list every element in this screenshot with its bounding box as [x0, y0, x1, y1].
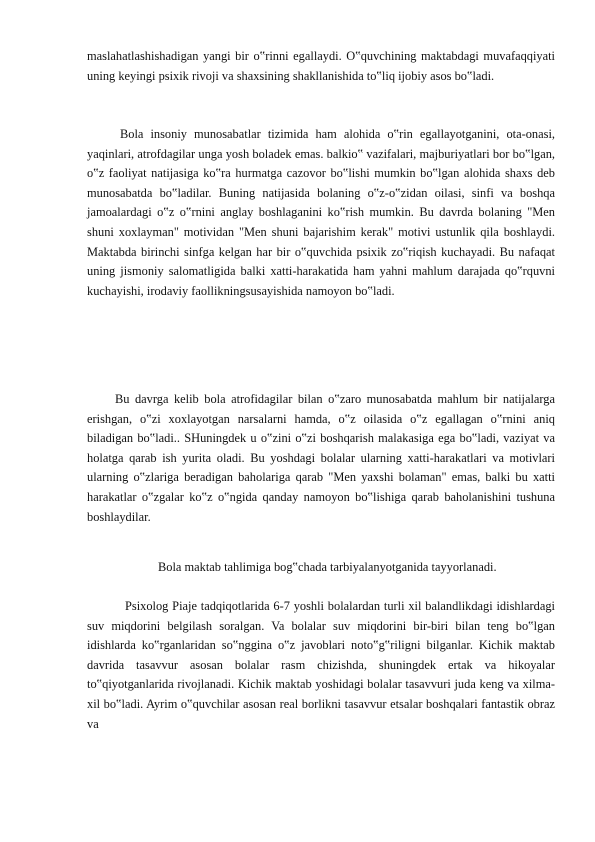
paragraph-4: Psixolog Piaje tadqiqotlarida 6-7 yoshli bolalardan turli xil balandlikdagi idishlardagi suv miqdorini belgilash soralgan. Va bolalar suv miqdorini bir-biri bilan teng bo‟lgan idishlarda ko‟rganlaridan so‟nggina o‟z javoblari noto‟g‟riligni bilganlar. Kichik maktab davrida tasavvur asosan bolalar rasm chizishda, shuningdek ertak va hikoyalar to‟qiyotganlarida rivojlanadi. Kichik maktab yoshidagi bolalar tasavvuri juda keng va xilma-xil bo‟ladi. Ayrim o‟quvchilar asosan real borlikni tasavvur etsalar boshqalari fantastik obraz va: [87, 599, 555, 731]
paragraph-2: Bola insoniy munosabatlar tizimida ham alohida o‟rin egallayotganini, ota-onasi, yaqinlari, atrofdagilar unga yosh boladek emas. balkio‟ vazifalari, majburiyatlari bor bo‟lgan, o‟z faoliyat natijasiga ko‟ra hurmatga cazovor bo‟lishi mumkin bo‟lgan alohida shaxs deb munosabatda bo‟ladilar. Buning natijasida bolaning o‟z-o‟zidan oilasi, sinfi va boshqa jamoalardagi o‟z o‟rnini anglay boshlaganini ko‟rish mumkin. Bu davrda bolaning "Men shuni xoxlayman" motividan "Men shuni bajarishim kerak" motivi ustunlik qila boshlaydi. Maktabda birinchi sinfga kelgan har bir o‟quvchida psixik zo‟riqish kuchayadi. Bu nafaqat uning jismoniy salomatligida balki xatti-harakatida ham yahni mahlum darajada qo‟rquvni kuchayishi, irodaviy faollikningsusayishida namoyon bo‟ladi.: [87, 127, 555, 298]
paragraph-1: maslahatlashishadigan yangi bir o‟rinni egallaydi. O‟quvchining maktabdagi muvafaqqiyati uning keyingi psixik rivoji va shaxsining shakllanishida to‟liq ijobiy asos bo‟ladi.: [87, 49, 555, 83]
section-heading: Bola maktab tahlimiga bog‟chada tarbiyalanyotganida tayyorlanadi.: [158, 560, 497, 574]
paragraph-3: Bu davrga kelib bola atrofidagilar bilan o‟zaro munosabatda mahlum bir natijalarga erishgan, o‟zi xoxlayotgan narsalarni hamda, o‟z oilasida o‟z egallagan o‟rnini aniq biladigan bo‟ladi.. SHuningdek u o‟zini o‟zi boshqarish malakasiga ega bo‟ladi, vaziyat va holatga qarab ish yurita oladi. Bu yoshdagi bolalar ularning xatti-harakatlari va motivlari ularning o‟zlariga beradigan baholariga qarab "Men yaxshi bolaman" emas, balki bu xatti harakatlar o‟zgalar ko‟z o‟ngida qanday namoyon bo‟lishiga qarab baholanishini tushuna boshlaydilar.: [87, 392, 555, 524]
